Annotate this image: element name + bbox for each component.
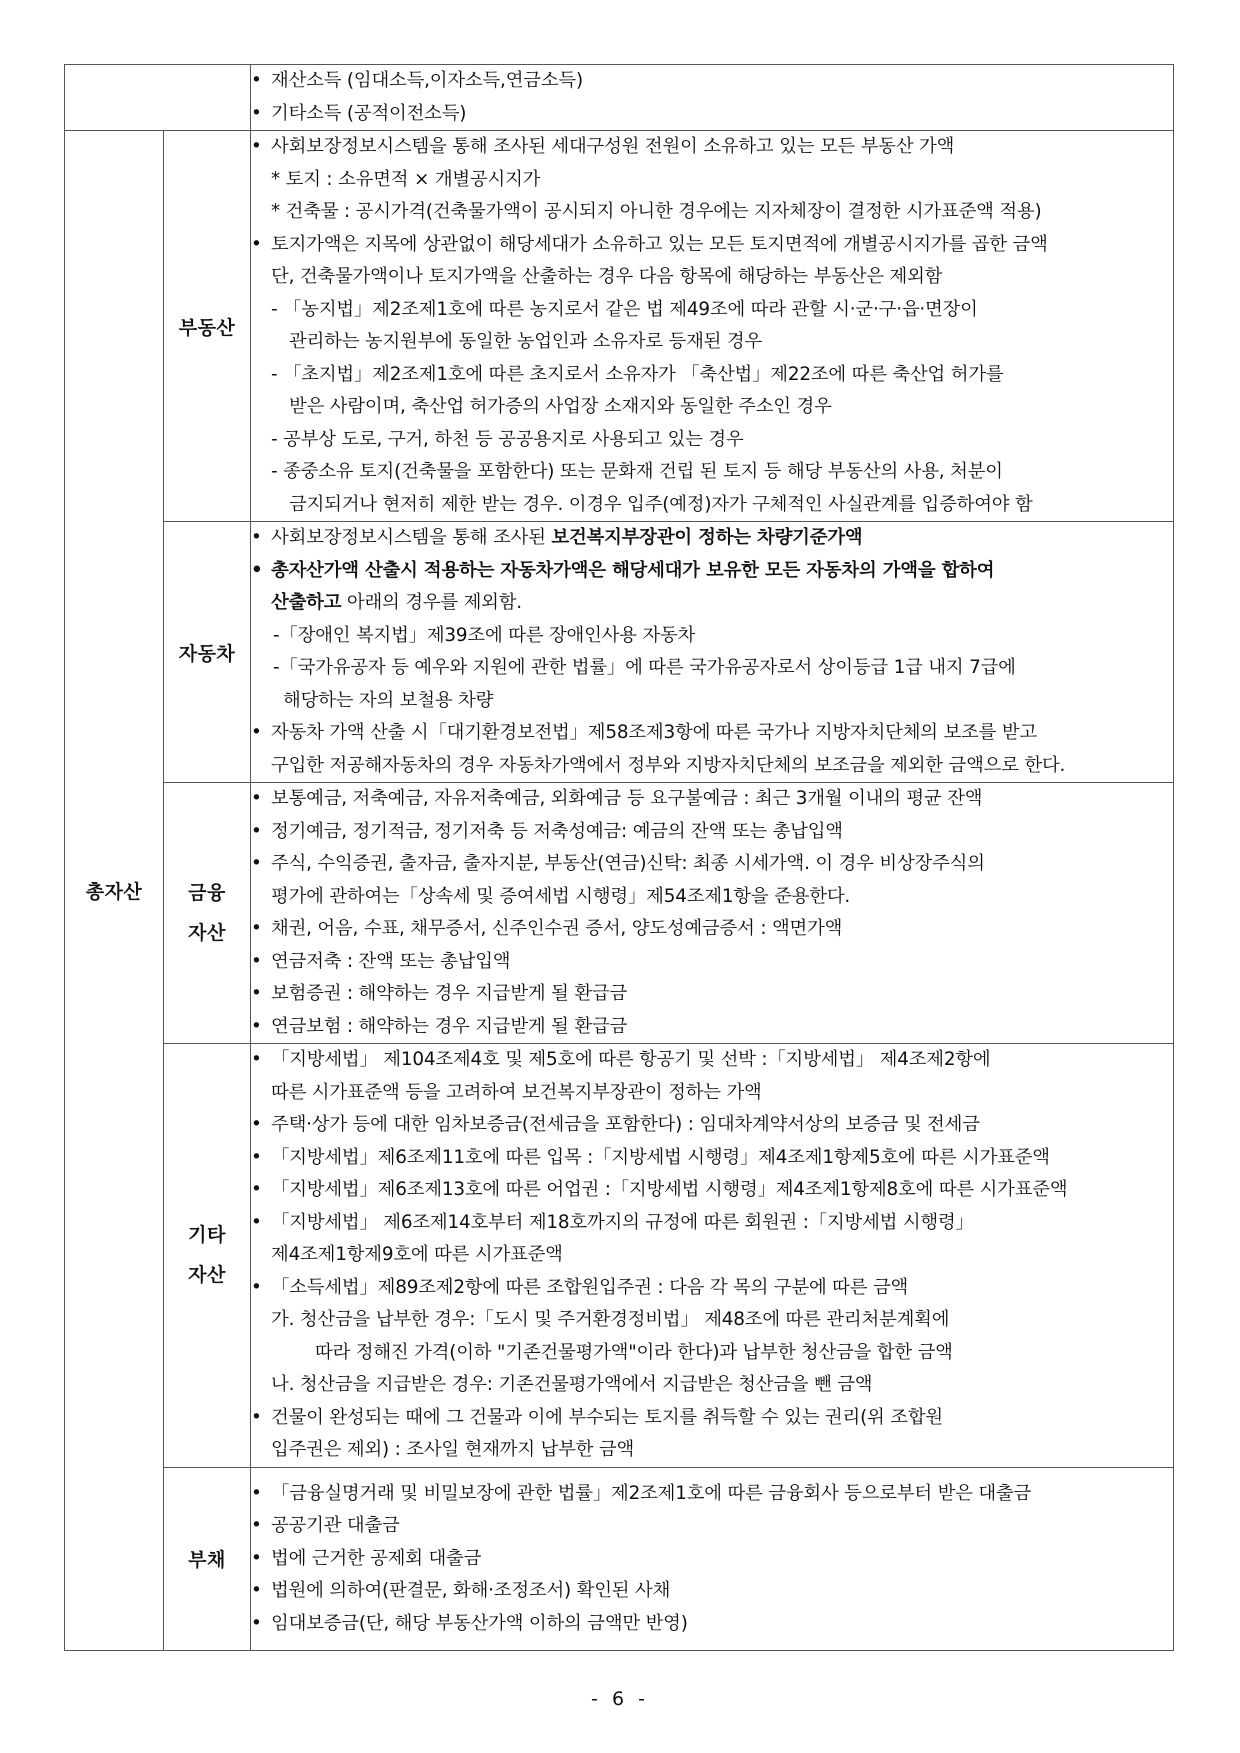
list-item: • 법에 근거한 공제회 대출금 [251, 1543, 1173, 1576]
list-item: • 「금융실명거래 및 비밀보장에 관한 법률」제2조제1호에 따른 금융회사 등으로부터 받은 대출금 [251, 1478, 1173, 1511]
real-estate-row [65, 131, 1174, 522]
list-continuation: 해당하는 자의 보철용 차량 [283, 689, 494, 711]
list-continuation: 받은 사람이며, 축산업 허가증의 사업장 소재지와 동일한 주소인 경우 [289, 396, 832, 417]
other-assets-row [65, 1044, 1174, 1468]
income-row-content [251, 65, 1174, 131]
list-continuation: 제4조제1항제9호에 따른 시가표준액 [271, 1244, 563, 1265]
list-item: • 연금저축 : 잔액 또는 총납입액 [251, 946, 1173, 979]
list-item-text: 아래의 경우를 제외함. [341, 592, 522, 613]
list-continuation: 평가에 관하여는「상속세 및 증여세법 시행령」제54조제1항을 준용한다. [271, 885, 851, 907]
list-continuation: 입주권은 제외) : 조사일 현재까지 납부한 금액 [271, 1439, 635, 1460]
other-assets-label [164, 1044, 251, 1468]
income-row [65, 65, 1174, 131]
debt-row [65, 1467, 1174, 1651]
list-item [251, 522, 1173, 555]
list-subitem: -「장애인 복지법」제39조에 따른 장애인사용 자동차 [273, 624, 696, 646]
list-item: • 채권, 어음, 수표, 채무증서, 신주인수권 증서, 양도성예금증서 : 액면가액 [251, 913, 1173, 946]
label-line: 기타 [188, 1224, 226, 1247]
list-item: • 공공기관 대출금 [251, 1510, 1173, 1543]
list-item: • 건물이 완성되는 때에 그 건물과 이에 부수되는 토지를 취득할 수 있는 권리(위 조합원 [251, 1402, 1173, 1435]
list-item: • 임대보증금(단, 해당 부동산가액 이하의 금액만 반영) [251, 1608, 1173, 1641]
financial-assets-content [251, 783, 1174, 1044]
list-item: • 사회보장정보시스템을 통해 조사된 세대구성원 전원이 소유하고 있는 모든 부동산 가액 [251, 131, 1173, 164]
list-subitem: -「국가유공자 등 예우와 지원에 관한 법률」에 따른 국가유공자로서 상이등급 1급 내지 7급에 [273, 657, 1016, 678]
list-item: • 「지방세법」제6조제13호에 따른 어업권 :「지방세법 시행령」제4조제1항제8호에 따른 시가표준액 [251, 1174, 1173, 1207]
total-assets-label: 총자산 [65, 131, 164, 1651]
list-continuation: 따라 정해진 가격(이하 "기존건물평가액"이라 한다)과 납부한 청산금을 합한 금액 [315, 1341, 953, 1363]
debt-content [251, 1467, 1174, 1651]
list-item-emphasis: 산출하고 [271, 592, 342, 613]
list-subitem: - 종중소유 토지(건축물을 포함한다) 또는 문화재 건립 된 토지 등 해당 부동산의 사용, 처분이 [271, 461, 1003, 482]
list-note: * 건축물 : 공시가격(건축물가액이 공시되지 아니한 경우에는 지자체장이 결정한 시가표준액 적용) [271, 201, 1042, 222]
list-continuation: 단, 건축물가액이나 토지가액을 산출하는 경우 다음 항목에 해당하는 부동산은 제외함 [271, 266, 943, 287]
list-item-emphasis: 보건복지부장관이 정하는 차량기준가액 [551, 527, 863, 548]
page-number: - 6 - [591, 1688, 649, 1710]
list-subitem: - 공부상 도로, 구거, 하천 등 공공용지로 사용되고 있는 경우 [271, 428, 744, 450]
label-line: 자산 [188, 1264, 226, 1287]
list-item: • 보통예금, 저축예금, 자유저축예금, 외화예금 등 요구불예금 : 최근 3개월 이내의 평균 잔액 [251, 783, 1173, 816]
list-item: • 보험증권 : 해약하는 경우 지급받게 될 환급금 [251, 978, 1173, 1011]
financial-assets-row [65, 783, 1174, 1044]
list-continuation [251, 587, 1173, 620]
debt-label: 부채 [164, 1467, 251, 1651]
list-item: • 토지가액은 지목에 상관없이 해당세대가 소유하고 있는 모든 토지면적에 개별공시지가를 곱한 금액 [251, 229, 1173, 262]
real-estate-label: 부동산 [164, 131, 251, 522]
list-item: • 법원에 의하여(판결문, 화해·조정조서) 확인된 사채 [251, 1575, 1173, 1608]
label-line: 금융 [188, 882, 226, 904]
list-item: • 주식, 수익증권, 출자금, 출자지분, 부동산(연금)신탁: 최종 시세가액. 이 경우 비상장주식의 [251, 848, 1173, 881]
list-item-text: 사회보장정보시스템을 통해 조사된 [271, 527, 552, 548]
list-item: • 주택·상가 등에 대한 임차보증금(전세금을 포함한다) : 임대차계약서상의 보증금 및 전세금 [251, 1109, 1173, 1142]
real-estate-content [251, 131, 1174, 522]
vehicle-label: 자동차 [164, 522, 251, 783]
list-continuation: 구입한 저공해자동차의 경우 자동차가액에서 정부와 지방자치단체의 보조금을 제외한 금액으로 한다. [271, 754, 1066, 776]
income-row-label-cell [65, 65, 251, 131]
label-line: 자산 [188, 922, 226, 944]
asset-criteria-table [64, 64, 1174, 1651]
list-subitem: 나. 청산금을 지급받은 경우: 기존건물평가액에서 지급받은 청산금을 뺀 금액 [271, 1374, 873, 1395]
other-assets-content [251, 1044, 1174, 1468]
list-item: • 기타소득 (공적이전소득) [251, 98, 1173, 131]
list-item: • 「지방세법」 제104조제4호 및 제5호에 따른 항공기 및 선박 :「지방세법」 제4조제2항에 [251, 1044, 1173, 1077]
list-item: • 자동차 가액 산출 시「대기환경보전법」제58조제3항에 따른 국가나 지방자치단체의 보조를 받고 [251, 717, 1173, 750]
list-continuation: 따른 시가표준액 등을 고려하여 보건복지부장관이 정하는 가액 [271, 1081, 762, 1103]
financial-assets-label [164, 783, 251, 1044]
list-subitem: 가. 청산금을 납부한 경우:「도시 및 주거환경정비법」 제48조에 따른 관리처분계획에 [271, 1309, 950, 1330]
list-continuation: 금지되거나 현저히 제한 받는 경우. 이경우 입주(예정)자가 구체적인 사실관계를 입증하여야 함 [289, 493, 1033, 515]
list-item: • 정기예금, 정기적금, 정기저축 등 저축성예금: 예금의 잔액 또는 총납입액 [251, 816, 1173, 849]
list-item: • 「지방세법」제6조제11호에 따른 입목 :「지방세법 시행령」제4조제1항제5호에 따른 시가표준액 [251, 1142, 1173, 1175]
vehicle-content [251, 522, 1174, 783]
list-continuation: 관리하는 농지원부에 동일한 농업인과 소유자로 등재된 경우 [289, 331, 763, 352]
list-item: • 총자산가액 산출시 적용하는 자동차가액은 해당세대가 보유한 모든 자동차의 가액을 합하여 [251, 555, 1173, 588]
list-subitem: - 「초지법」제2조제1호에 따른 초지로서 소유자가 「축산법」제22조에 따른 축산업 허가를 [271, 363, 1004, 385]
list-item: • 연금보험 : 해약하는 경우 지급받게 될 환급금 [251, 1011, 1173, 1044]
list-subitem: - 「농지법」제2조제1호에 따른 농지로서 같은 법 제49조에 따라 관할 시·군·구·읍·면장이 [271, 298, 978, 320]
list-note: * 토지 : 소유면적 × 개별공시지가 [271, 168, 541, 190]
list-item: • 「지방세법」 제6조제14호부터 제18호까지의 규정에 따른 회원권 :「지방세법 시행령」 [251, 1207, 1173, 1240]
list-item: • 재산소득 (임대소득,이자소득,연금소득) [251, 65, 1173, 98]
list-item: • 「소득세법」제89조제2항에 따른 조합원입주권 : 다음 각 목의 구분에 따른 금액 [251, 1272, 1173, 1305]
vehicle-row [65, 522, 1174, 783]
